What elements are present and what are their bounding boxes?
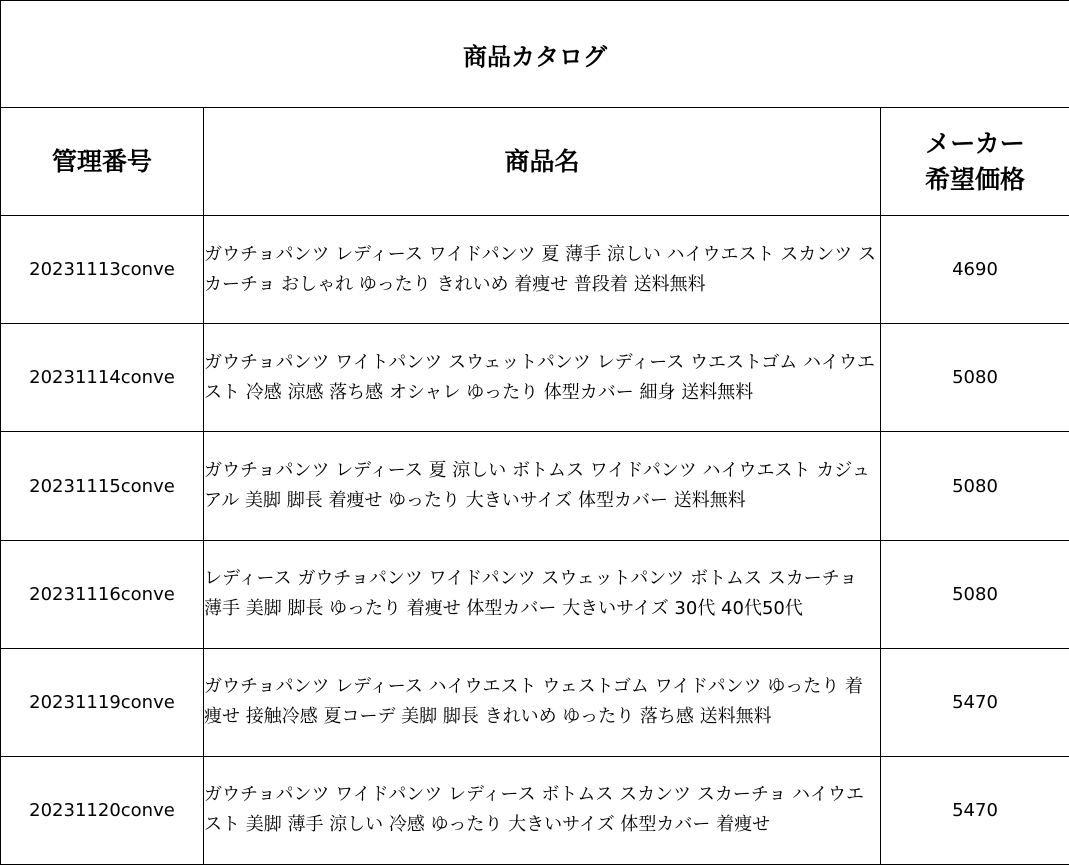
product-name-cell: ガウチョパンツ ワイトパンツ スウェットパンツ レディース ウエストゴム ハイウエスト 冷感 涼感 落ち感 オシャレ ゆったり 体型カバー 細身 送料無料	[204, 324, 881, 432]
table-row	[1, 540, 1069, 648]
product-id-cell: 20231115conve	[1, 432, 204, 540]
product-name-cell: レディース ガウチョパンツ ワイドパンツ スウェットパンツ ボトムス スカーチョ 薄手 美脚 脚長 ゆったり 着痩せ 体型カバー 大きいサイズ 30代 40代50代	[204, 540, 881, 648]
column-header-price-line1: メーカー	[925, 128, 1025, 158]
column-header-name: 商品名	[204, 108, 881, 216]
product-name-cell: ガウチョパンツ レディース ハイウエスト ウェストゴム ワイドパンツ ゆったり 着痩せ 接触冷感 夏コーデ 美脚 脚長 きれいめ ゆったり 落ち感 送料無料	[204, 648, 881, 756]
product-id-cell: 20231116conve	[1, 540, 204, 648]
product-price-cell: 5080	[881, 324, 1069, 432]
product-price-cell: 4690	[881, 216, 1069, 324]
table-row	[1, 432, 1069, 540]
table-row	[1, 324, 1069, 432]
table-row	[1, 648, 1069, 756]
product-price-cell: 5080	[881, 540, 1069, 648]
table-row	[1, 756, 1069, 864]
table-row	[1, 216, 1069, 324]
title-row	[1, 1, 1069, 108]
product-name-cell: ガウチョパンツ ワイドパンツ レディース ボトムス スカンツ スカーチョ ハイウエスト 美脚 薄手 涼しい 冷感 ゆったり 大きいサイズ 体型カバー 着痩せ	[204, 756, 881, 864]
product-price-cell: 5080	[881, 432, 1069, 540]
column-header-price	[881, 108, 1069, 216]
column-header-price-line2: 希望価格	[925, 164, 1026, 194]
product-price-cell: 5470	[881, 648, 1069, 756]
product-name-cell: ガウチョパンツ レディース ワイドパンツ 夏 薄手 涼しい ハイウエスト スカンツ スカーチョ おしゃれ ゆったり きれいめ 着痩せ 普段着 送料無料	[204, 216, 881, 324]
catalog-title: 商品カタログ	[1, 1, 1069, 108]
header-row	[1, 108, 1069, 216]
product-id-cell: 20231119conve	[1, 648, 204, 756]
product-name-cell: ガウチョパンツ レディース 夏 涼しい ボトムス ワイドパンツ ハイウエスト カジュアル 美脚 脚長 着痩せ ゆったり 大きいサイズ 体型カバー 送料無料	[204, 432, 881, 540]
product-id-cell: 20231120conve	[1, 756, 204, 864]
product-price-cell: 5470	[881, 756, 1069, 864]
product-id-cell: 20231113conve	[1, 216, 204, 324]
column-header-id: 管理番号	[1, 108, 204, 216]
product-id-cell: 20231114conve	[1, 324, 204, 432]
